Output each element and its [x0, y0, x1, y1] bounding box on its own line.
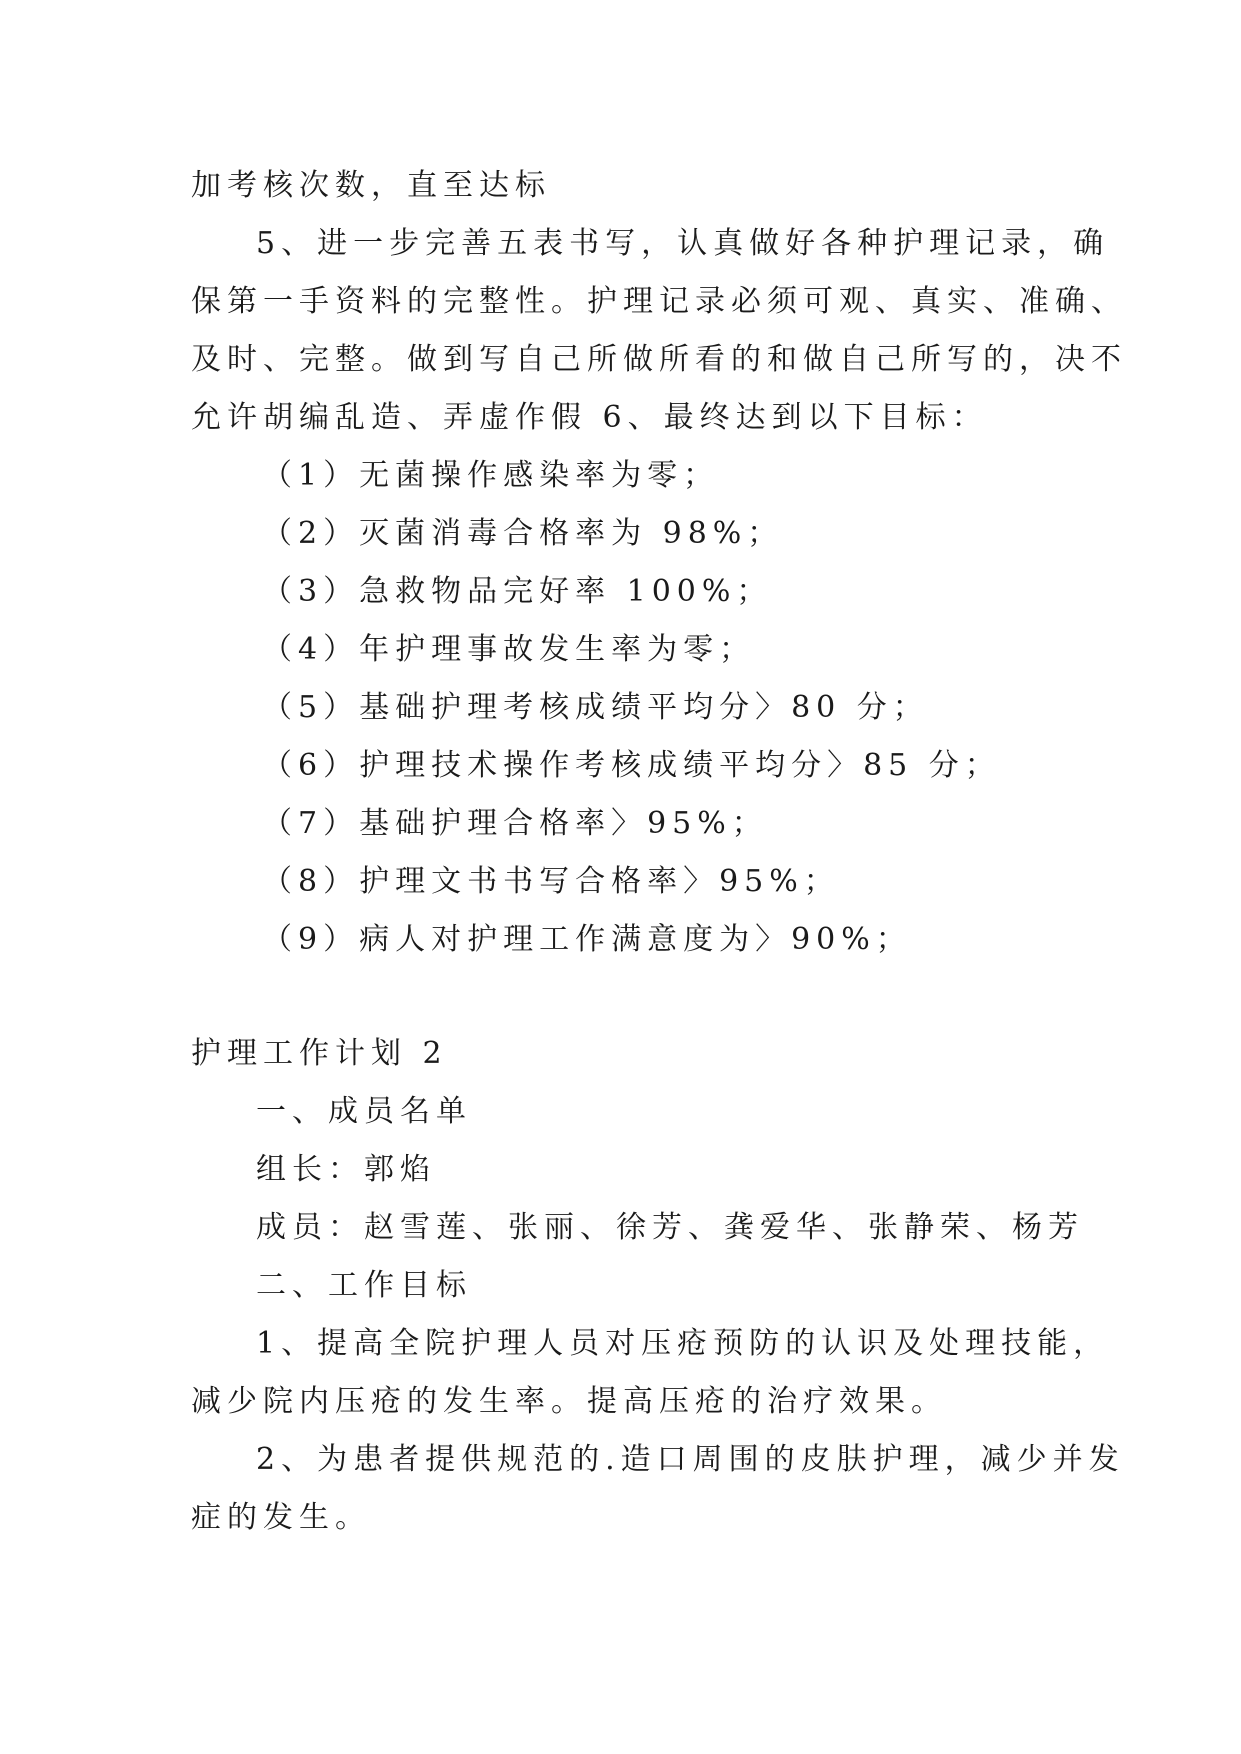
text-item5-line3: 及时、完整。做到写自己所做所看的和做自己所写的，决不	[191, 342, 1127, 377]
target-item-1: （1）无菌操作感染率为零；	[262, 458, 720, 493]
text-item5-line4: 允许胡编乱造、弄虚作假 6、最终达到以下目标：	[191, 400, 988, 435]
text-item5-line1: 5、进一步完善五表书写，认真做好各种护理记录，确	[256, 226, 1110, 261]
target-item-2: （2）灭菌消毒合格率为 98%；	[262, 516, 784, 551]
members-heading: 一、成员名单	[256, 1094, 472, 1129]
target-item-3: （3）急救物品完好率 100%；	[262, 574, 773, 609]
target-item-4: （4）年护理事故发生率为零；	[262, 632, 756, 667]
goal2-line2: 症的发生。	[191, 1500, 371, 1535]
text-line-continuation: 加考核次数，直至达标	[191, 168, 551, 203]
section-title: 护理工作计划 2	[191, 1036, 448, 1071]
goal2-line1: 2、为患者提供规范的.造口周围的皮肤护理，减少并发	[256, 1442, 1125, 1477]
target-item-6: （6）护理技术操作考核成绩平均分〉85 分；	[262, 748, 1001, 783]
leader-line: 组长：郭焰	[256, 1152, 436, 1187]
target-item-5: （5）基础护理考核成绩平均分〉80 分；	[262, 690, 929, 725]
target-item-7: （7）基础护理合格率〉95%；	[262, 806, 768, 841]
goals-heading: 二、工作目标	[256, 1268, 472, 1303]
target-item-9: （9）病人对护理工作满意度为〉90%；	[262, 922, 912, 957]
target-item-8: （8）护理文书书写合格率〉95%；	[262, 864, 840, 899]
goal1-line1: 1、提高全院护理人员对压疮预防的认识及处理技能，	[256, 1326, 1110, 1361]
goal1-line2: 减少院内压疮的发生率。提高压疮的治疗效果。	[191, 1384, 947, 1419]
text-item5-line2: 保第一手资料的完整性。护理记录必须可观、真实、准确、	[191, 284, 1127, 319]
members-line: 成员：赵雪莲、张丽、徐芳、龚爱华、张静荣、杨芳	[256, 1210, 1084, 1245]
